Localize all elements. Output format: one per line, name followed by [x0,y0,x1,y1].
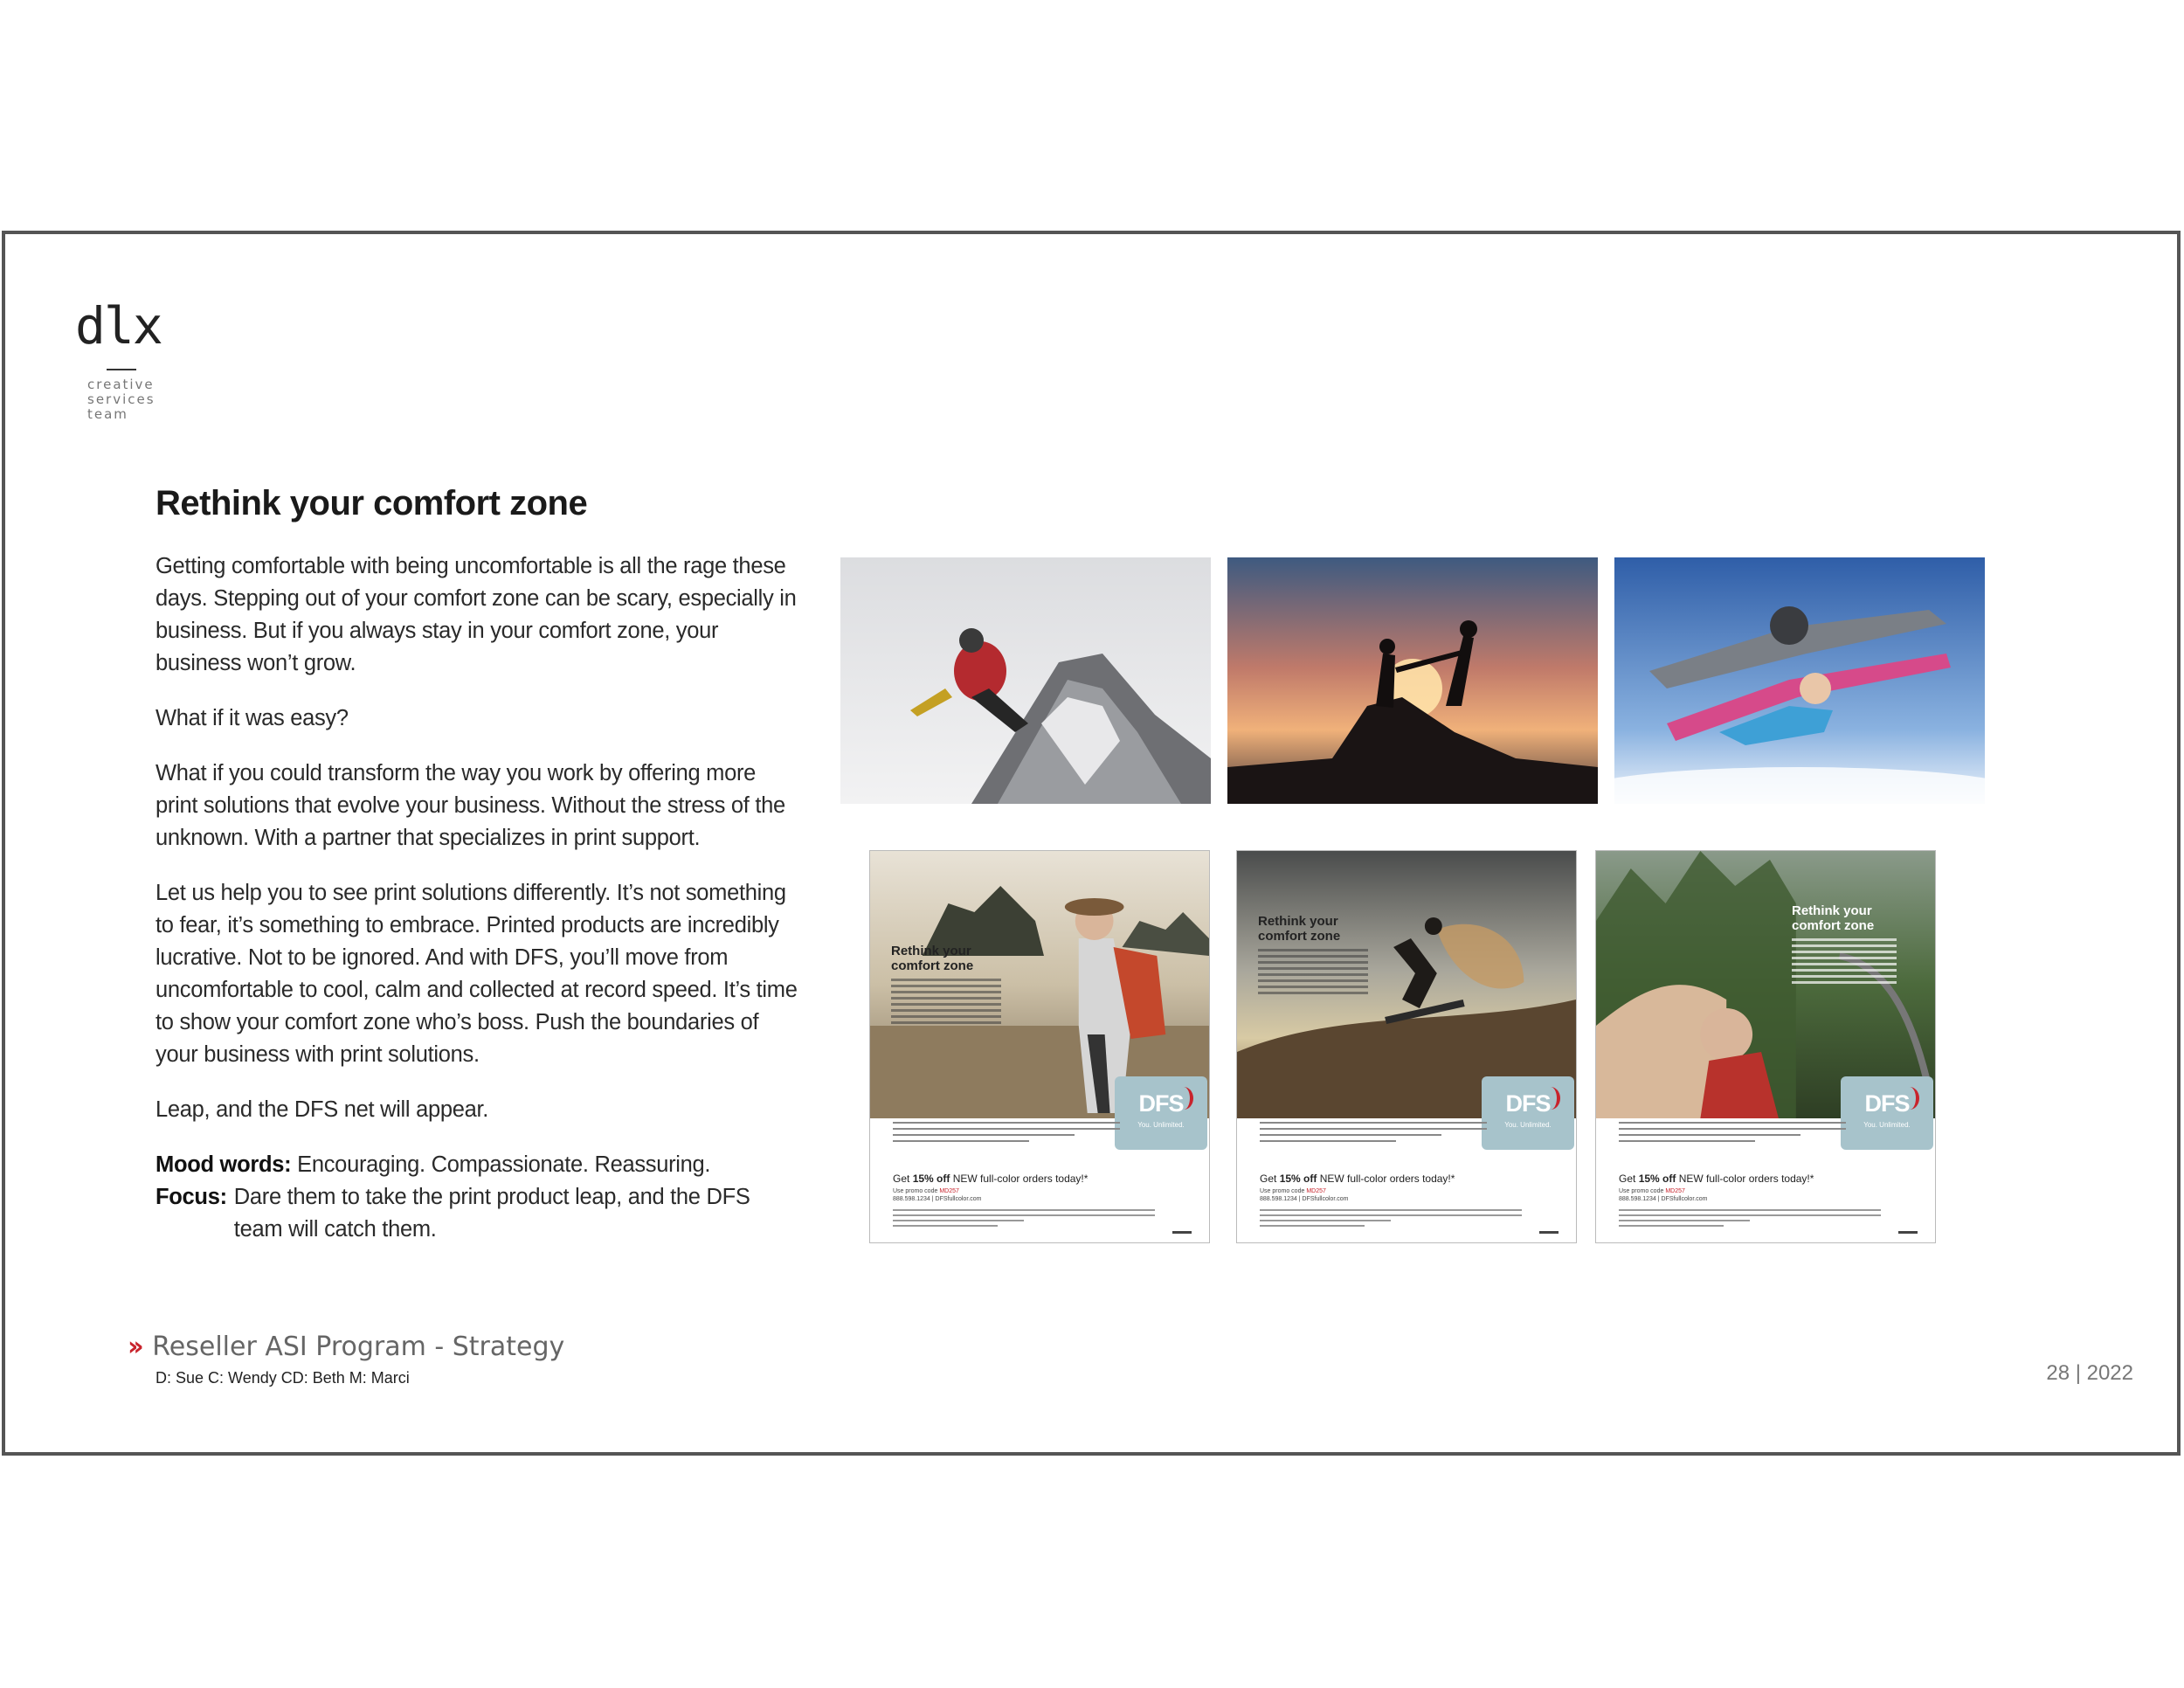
ad-contact: 888.598.1234 | DFSfullcolor.com [1260,1196,1349,1202]
ad-copy-placeholder [893,1122,1120,1146]
logo-subtitle-line: services [87,391,156,407]
promo-code: MD257 [1306,1188,1326,1194]
photo-ice-climber [840,557,1211,804]
ad-fine-print [893,1209,1155,1230]
dfs-logo [1482,1090,1574,1117]
offer-discount: 15% off [1638,1173,1676,1185]
dfs-logo-text: DFS [1864,1090,1910,1117]
dfs-badge [1115,1076,1207,1150]
mood-words [156,1149,802,1181]
offer-text: NEW full-color orders today!* [1317,1173,1455,1185]
ad-headline-line: comfort zone [1792,918,1875,933]
ad-body-placeholder [1258,949,1368,998]
logo-mark: dlx [75,296,162,356]
ad-promo [1260,1187,1348,1203]
paragraph: Leap, and the DFS net will appear. [156,1097,489,1122]
paragraph: Let us help you to see print solutions differently. It’s not something to fear, it’s something to embrace. Printed products are incredibly lucrative. Not to be ignored. And with DFS, you’ll move from uncomfortable to cool, calm and collected at record speed. It’s time to show your comfort zone who’s boss. Push the boundaries of your business with print solutions. [156,881,798,1067]
ad-headline-line: Rethink your [1258,914,1338,929]
promo-label: Use promo code [1619,1188,1666,1194]
logo-subtitle-line: team [87,406,128,422]
offer-text: NEW full-color orders today!* [1676,1173,1814,1185]
ad-footer-mark [1898,1231,1918,1234]
ad-promo [893,1187,981,1203]
ad-offer [1260,1173,1455,1185]
ad-headline [1258,914,1363,944]
dfs-swoosh-icon [1900,1087,1919,1110]
focus [156,1181,802,1246]
paragraph: Getting comfortable with being uncomfortable is all the rage these days. Stepping out of your comfort zone can be scary, especially in business. But if you always stay in your comfort zone, your business won’t grow. [156,554,797,675]
dfs-swoosh-icon [1541,1087,1560,1110]
dfs-logo [1841,1090,1933,1117]
footer-title [128,1332,564,1362]
focus-value: Dare them to take the print product leap, and the DFS team will catch them. [233,1185,750,1242]
dfs-logo-text: DFS [1505,1090,1551,1117]
ad-footer-mark [1172,1231,1192,1234]
dfs-tagline: You. Unlimited. [1863,1121,1911,1129]
ad-headline-line: comfort zone [1258,929,1341,944]
logo-subtitle [87,377,180,422]
dfs-swoosh-icon [1174,1087,1193,1110]
chevron-right-icon: ›› [128,1332,139,1362]
offer-text: Get [1619,1173,1639,1185]
page-title: Rethink your comfort zone [156,484,588,522]
offer-text: NEW full-color orders today!* [950,1173,1089,1185]
dfs-logo-text: DFS [1138,1090,1184,1117]
ad-offer [893,1173,1088,1185]
dfs-logo [1115,1090,1207,1117]
ad-mockup-sandboarder [1236,850,1577,1243]
ad-contact: 888.598.1234 | DFSfullcolor.com [893,1196,982,1202]
offer-text: Get [1260,1173,1280,1185]
footer-title-text: Reseller ASI Program - Strategy [152,1332,565,1362]
logo-subtitle-line: creative [87,377,155,392]
ad-fine-print [1619,1209,1881,1230]
ad-mockup-beach-hiker [869,850,1210,1243]
ad-footer-mark [1539,1231,1559,1234]
logo-divider [107,369,136,370]
offer-text: Get [893,1173,913,1185]
ad-fine-print [1260,1209,1522,1230]
ad-headline-line: comfort zone [891,958,974,973]
footer-credits: D: Sue C: Wendy CD: Beth M: Marci [156,1369,410,1387]
dfs-badge [1841,1076,1933,1150]
mood-words-value: Encouraging. Compassionate. Reassuring. [297,1152,711,1177]
ad-contact: 888.598.1234 | DFSfullcolor.com [1619,1196,1708,1202]
focus-label: Focus: [156,1185,227,1209]
ad-body-placeholder [891,979,1001,1027]
body-copy [156,550,802,1246]
offer-discount: 15% off [1279,1173,1317,1185]
dfs-badge [1482,1076,1574,1150]
ad-offer [1619,1173,1814,1185]
dlx-logo [75,296,180,422]
promo-code: MD257 [939,1188,959,1194]
ad-copy-placeholder [1619,1122,1846,1146]
mood-words-label: Mood words: [156,1152,292,1177]
ad-headline [891,944,996,973]
ad-headline-line: Rethink your [891,944,971,958]
paragraph: What if it was easy? [156,706,349,730]
promo-code: MD257 [1665,1188,1685,1194]
photo-skydivers [1614,557,1985,804]
ad-headline-line: Rethink your [1792,903,1872,918]
ad-copy-placeholder [1260,1122,1487,1146]
page-number: 28 | 2022 [2046,1361,2133,1385]
ad-mockup-helping-hand [1595,850,1936,1243]
offer-discount: 15% off [912,1173,950,1185]
promo-label: Use promo code [893,1188,940,1194]
ad-promo [1619,1187,1707,1203]
ad-body-placeholder [1792,938,1897,987]
promo-label: Use promo code [1260,1188,1307,1194]
dfs-tagline: You. Unlimited. [1137,1121,1185,1129]
paragraph: What if you could transform the way you work by offering more print solutions that evolve your business. Without the stress of the unknown. With a partner that specializes in print support. [156,761,785,850]
dfs-tagline: You. Unlimited. [1504,1121,1552,1129]
photo-sunset-helping-hand [1227,557,1598,804]
ad-headline [1792,903,1897,933]
